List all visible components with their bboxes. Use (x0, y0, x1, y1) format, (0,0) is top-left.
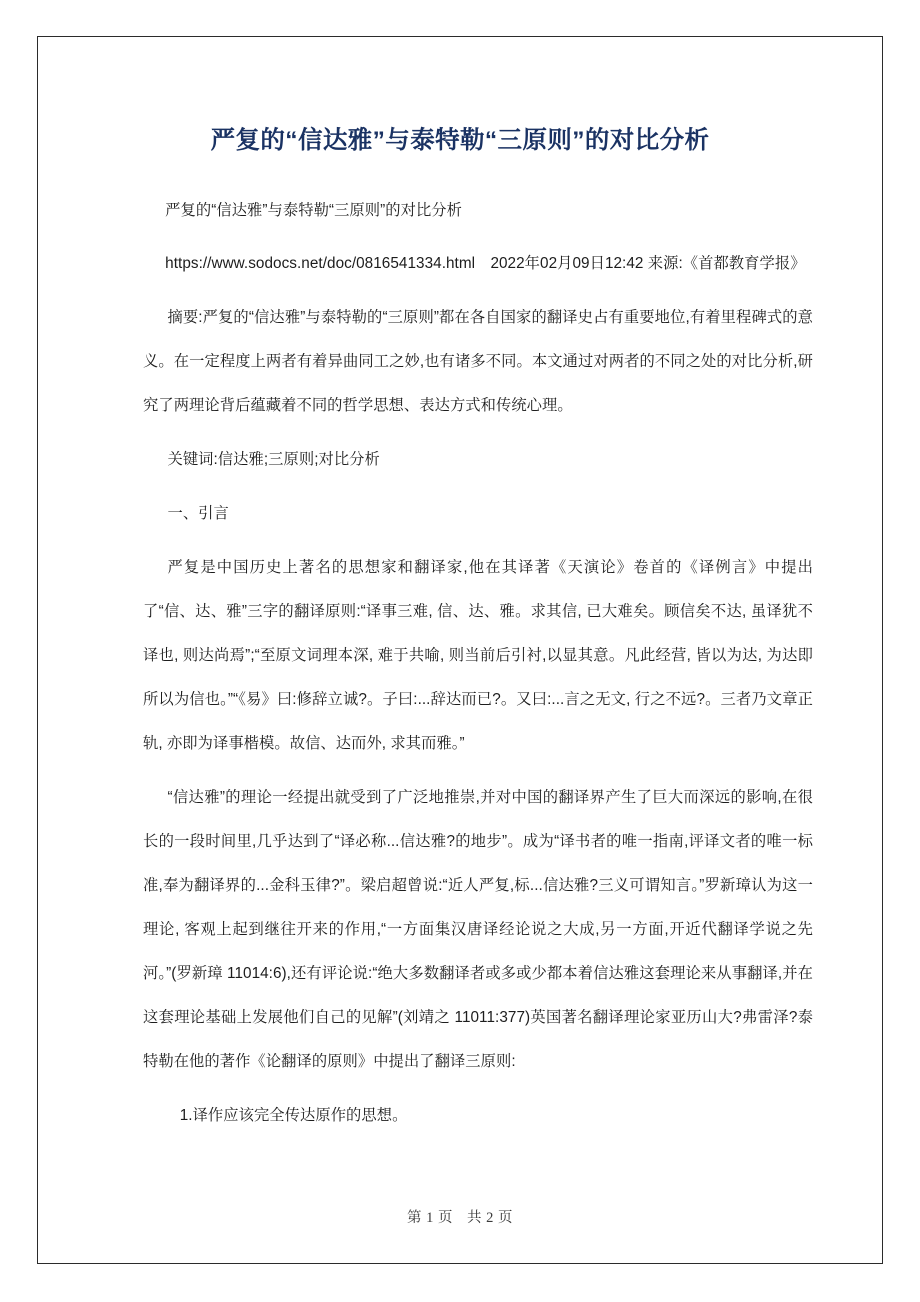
spacer (143, 1084, 813, 1094)
document-body (143, 189, 813, 1138)
spacer (143, 482, 813, 492)
footer-current-page: 第 1 页 (407, 1210, 453, 1226)
spacer (143, 766, 813, 776)
article-heading-repeat: 严复的“信达雅”与泰特勒“三原则”的对比分析 (165, 202, 462, 219)
keywords-line: 关键词:信达雅;三原则;对比分析 (167, 451, 380, 468)
spacer (143, 536, 813, 546)
footer-total-pages: 共 2 页 (467, 1210, 513, 1226)
page-footer (37, 1206, 883, 1227)
source-metadata-line: https://www.sodocs.net/doc/0816541334.html 2022年02月09日12:42 来源:《首都教育学报》 (165, 255, 806, 272)
body-paragraph-2: “信达雅”的理论一经提出就受到了广泛地推崇,并对中国的翻译界产生了巨大而深远的影响,在很长的一段时间里,几乎达到了“译必称...信达雅?的地步”。成为“译书者的唯一指南,评译文者的唯一标准,奉为翻译界的...金科玉律?”。梁启超曾说:“近人严复,标...信达雅?三义可谓知言。”罗新璋认为这一理论, 客观上起到继往开来的作用,“一方面集汉唐译经论说之大成,另一方面,开近代翻译学说之先河。”(罗新璋 11014:6),还有评论说:“绝大多数翻译者或多或少都本着信达雅这套理论来从事翻译,并在这套理论基础上发展他们自己的见解”(刘靖之 11011:377)英国著名翻译理论家亚历山大?弗雷泽?泰特勒在他的著作《论翻译的原则》中提出了翻译三原则: (143, 789, 813, 1070)
abstract-paragraph: 摘要:严复的“信达雅”与泰特勒的“三原则”都在各自国家的翻译史占有重要地位,有着里程碑式的意义。在一定程度上两者有着异曲同工之妙,也有诸多不同。本文通过对两者的不同之处的对比分析,研究了两理论背后蕴藏着不同的哲学思想、表达方式和传统心理。 (143, 309, 813, 414)
page-content (37, 36, 883, 1264)
spacer (143, 286, 813, 296)
list-item: 1.译作应该完全传达原作的思想。 (179, 1107, 408, 1124)
page-title: 严复的“信达雅”与泰特勒“三原则”的对比分析 (210, 127, 710, 154)
body-paragraph-1: 严复是中国历史上著名的思想家和翻译家,他在其译著《天演论》卷首的《译例言》中提出了“信、达、雅”三字的翻译原则:“译事三难, 信、达、雅。求其信, 已大难矣。顾信矣不达, 虽译犹不译也, 则达尚焉”;“至原文词理本深, 难于共喻, 则当前后引衬,以显其意。凡此经营, 皆以为达, 为达即所以为信也。”“《易》曰:修辞立诚?。子曰:...辞达而已?。又曰:...言之无文, 行之不远?。三者乃文章正轨, 亦即为译事楷模。故信、达而外, 求其而雅。” (143, 559, 813, 752)
spacer (143, 428, 813, 438)
section-heading-introduction: 一、引言 (167, 505, 229, 522)
spacer (143, 233, 813, 242)
